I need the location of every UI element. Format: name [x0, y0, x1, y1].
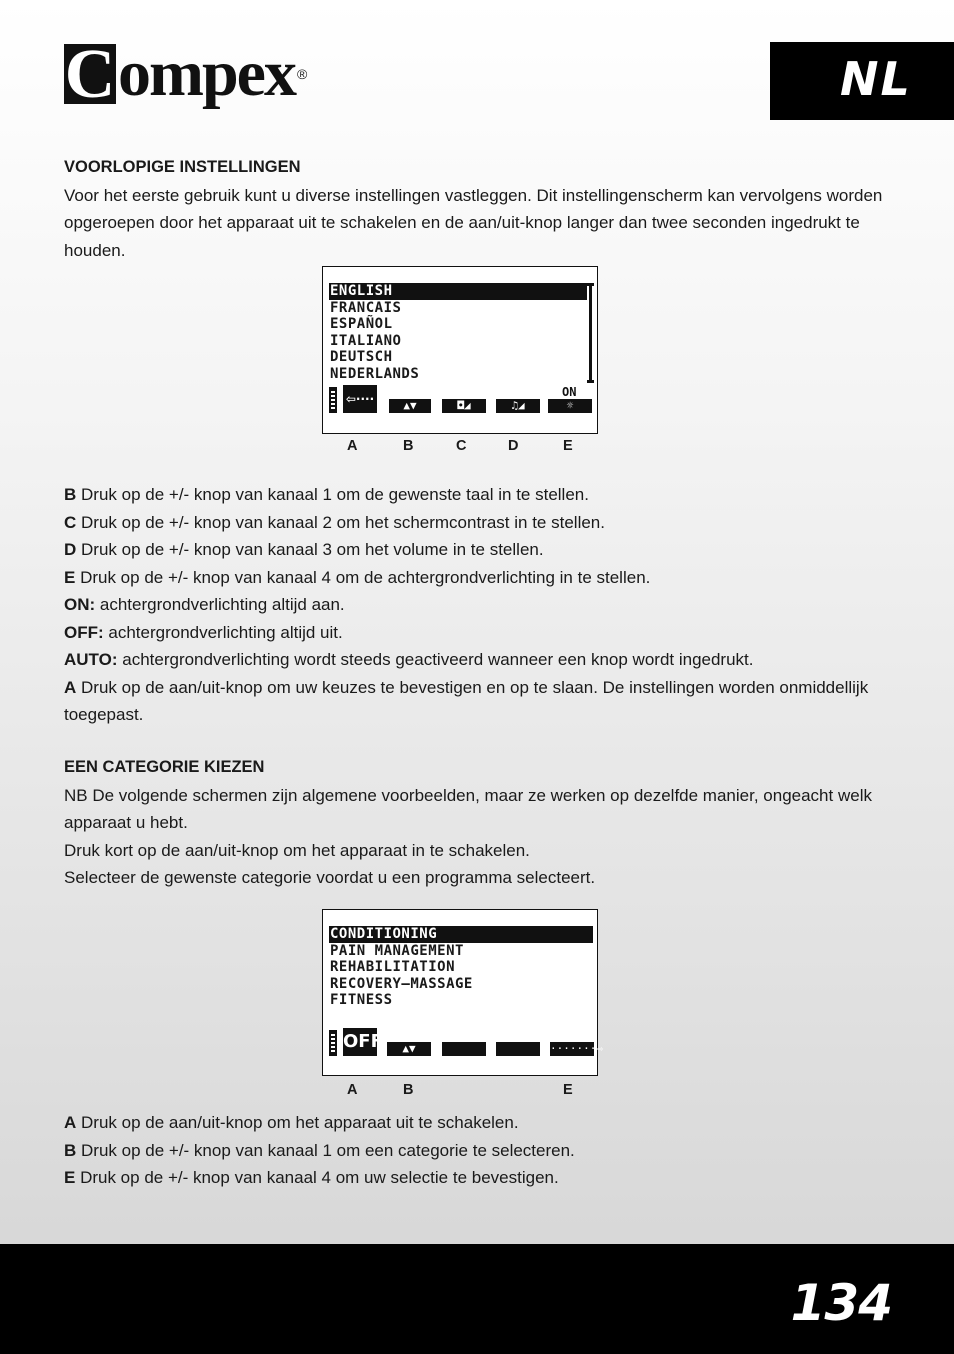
category-menu: [329, 926, 593, 1009]
key-letter: B: [403, 438, 414, 454]
volume-icon: ♫◢: [496, 399, 540, 413]
instruction-item: B Druk op de +/- knop van kanaal 1 om de gewenste taal in te stellen.: [64, 485, 589, 504]
instruction-item: ON: achtergrondverlichting altijd aan.: [64, 595, 345, 614]
language-tab: [770, 42, 954, 120]
menu-item: FRANCAIS: [330, 299, 402, 316]
compex-logo: [64, 36, 308, 118]
backlight-on-label: ON: [562, 385, 577, 399]
contrast-icon: ◘◢: [442, 399, 486, 413]
key-letter: E: [563, 1082, 573, 1098]
section-intro: Voor het eerste gebruik kunt u diverse instellingen vastleggen. Dit instellingenscherm kan vervolgens worden opgeroepen door het apparaat uit te schakelen en de aan/uit-knop langer dan twee seconden ingedrukt te houden.: [64, 185, 883, 260]
instruction-item: D Druk op de +/- knop van kanaal 3 om het volume in te stellen.: [64, 540, 544, 559]
menu-item: ESPAÑOL: [330, 316, 393, 333]
battery-icon: [329, 1030, 337, 1056]
menu-item: REHABILITATION: [330, 959, 456, 976]
logo-wordmark: ompex: [118, 37, 295, 110]
language-code: NL: [840, 52, 912, 106]
section-heading: EEN CATEGORIE KIEZEN: [64, 758, 265, 776]
instruction-item: B Druk op de +/- knop van kanaal 1 om een categorie te selecteren.: [64, 1140, 575, 1160]
power-off-icon: OFF: [343, 1028, 377, 1056]
menu-item: PAIN MANAGEMENT: [330, 942, 464, 959]
section-voorlopige-instellingen: [64, 154, 894, 264]
confirm-arrow-icon: ·······⇨: [550, 1042, 603, 1055]
logo-c-block: C: [64, 36, 116, 113]
footer-bar: [0, 1244, 954, 1354]
registered-mark: ®: [296, 66, 308, 82]
battery-icon: [329, 387, 337, 413]
intro-line: NB De volgende schermen zijn algemene voorbeelden, maar ze werken op dezelfde manier, ongeacht welk apparaat u hebt.: [64, 785, 872, 832]
menu-item: CONDITIONING: [329, 926, 593, 943]
menu-item: ITALIANO: [330, 332, 402, 349]
page-number: 134: [790, 1274, 892, 1332]
key-letter: A: [347, 438, 358, 454]
blank-key-icon: [442, 1042, 486, 1056]
key-letter: D: [508, 438, 519, 454]
blank-key-icon: [496, 1042, 540, 1056]
menu-item: NEDERLANDS: [330, 365, 420, 382]
language-menu: [329, 283, 587, 383]
instruction-item: OFF: achtergrondverlichting altijd uit.: [64, 622, 343, 642]
section-een-categorie-kiezen: [64, 754, 894, 892]
device-screen-language: [322, 266, 598, 434]
instruction-item: E Druk op de +/- knop van kanaal 4 om uw selectie te bevestigen.: [64, 1168, 559, 1187]
backlight-icon: ☼: [548, 399, 592, 413]
menu-item: DEUTSCH: [330, 349, 393, 366]
back-arrow-icon: ⇦····: [343, 385, 377, 413]
menu-item: ENGLISH: [329, 283, 587, 300]
instruction-item: A Druk op de aan/uit-knop om uw keuzes te bevestigen en op te slaan. De instellingen worden onmiddellijk toegepast.: [64, 677, 869, 724]
key-letter: E: [563, 438, 573, 454]
menu-item: FITNESS: [330, 992, 393, 1009]
instruction-item: AUTO: achtergrondverlichting wordt steeds geactiveerd wanneer een knop wordt ingedrukt.: [64, 650, 754, 669]
softkey-row: [323, 385, 597, 415]
instruction-list-1: [64, 481, 894, 729]
intro-line: Druk kort op de aan/uit-knop om het apparaat in te schakelen.: [64, 840, 530, 860]
up-down-arrows-icon: ▲▼: [389, 399, 431, 413]
up-down-arrows-icon: ▲▼: [387, 1042, 431, 1056]
softkey-row: [323, 1028, 603, 1058]
menu-item: RECOVERY–MASSAGE: [330, 975, 473, 992]
device-screen-category: [322, 909, 603, 1076]
instruction-item: E Druk op de +/- knop van kanaal 4 om de achtergrondverlichting in te stellen.: [64, 567, 651, 587]
section-heading: VOORLOPIGE INSTELLINGEN: [64, 158, 301, 176]
instruction-item: A Druk op de aan/uit-knop om het apparaat uit te schakelen.: [64, 1113, 519, 1132]
instruction-list-2: [64, 1109, 894, 1192]
key-letter: C: [456, 438, 467, 454]
key-letter: A: [347, 1082, 358, 1098]
intro-line: Selecteer de gewenste categorie voordat u een programma selecteert.: [64, 868, 596, 887]
instruction-item: C Druk op de +/- knop van kanaal 2 om het schermcontrast in te stellen.: [64, 512, 605, 532]
key-letter: B: [403, 1082, 414, 1098]
scrollbar: [589, 283, 592, 383]
